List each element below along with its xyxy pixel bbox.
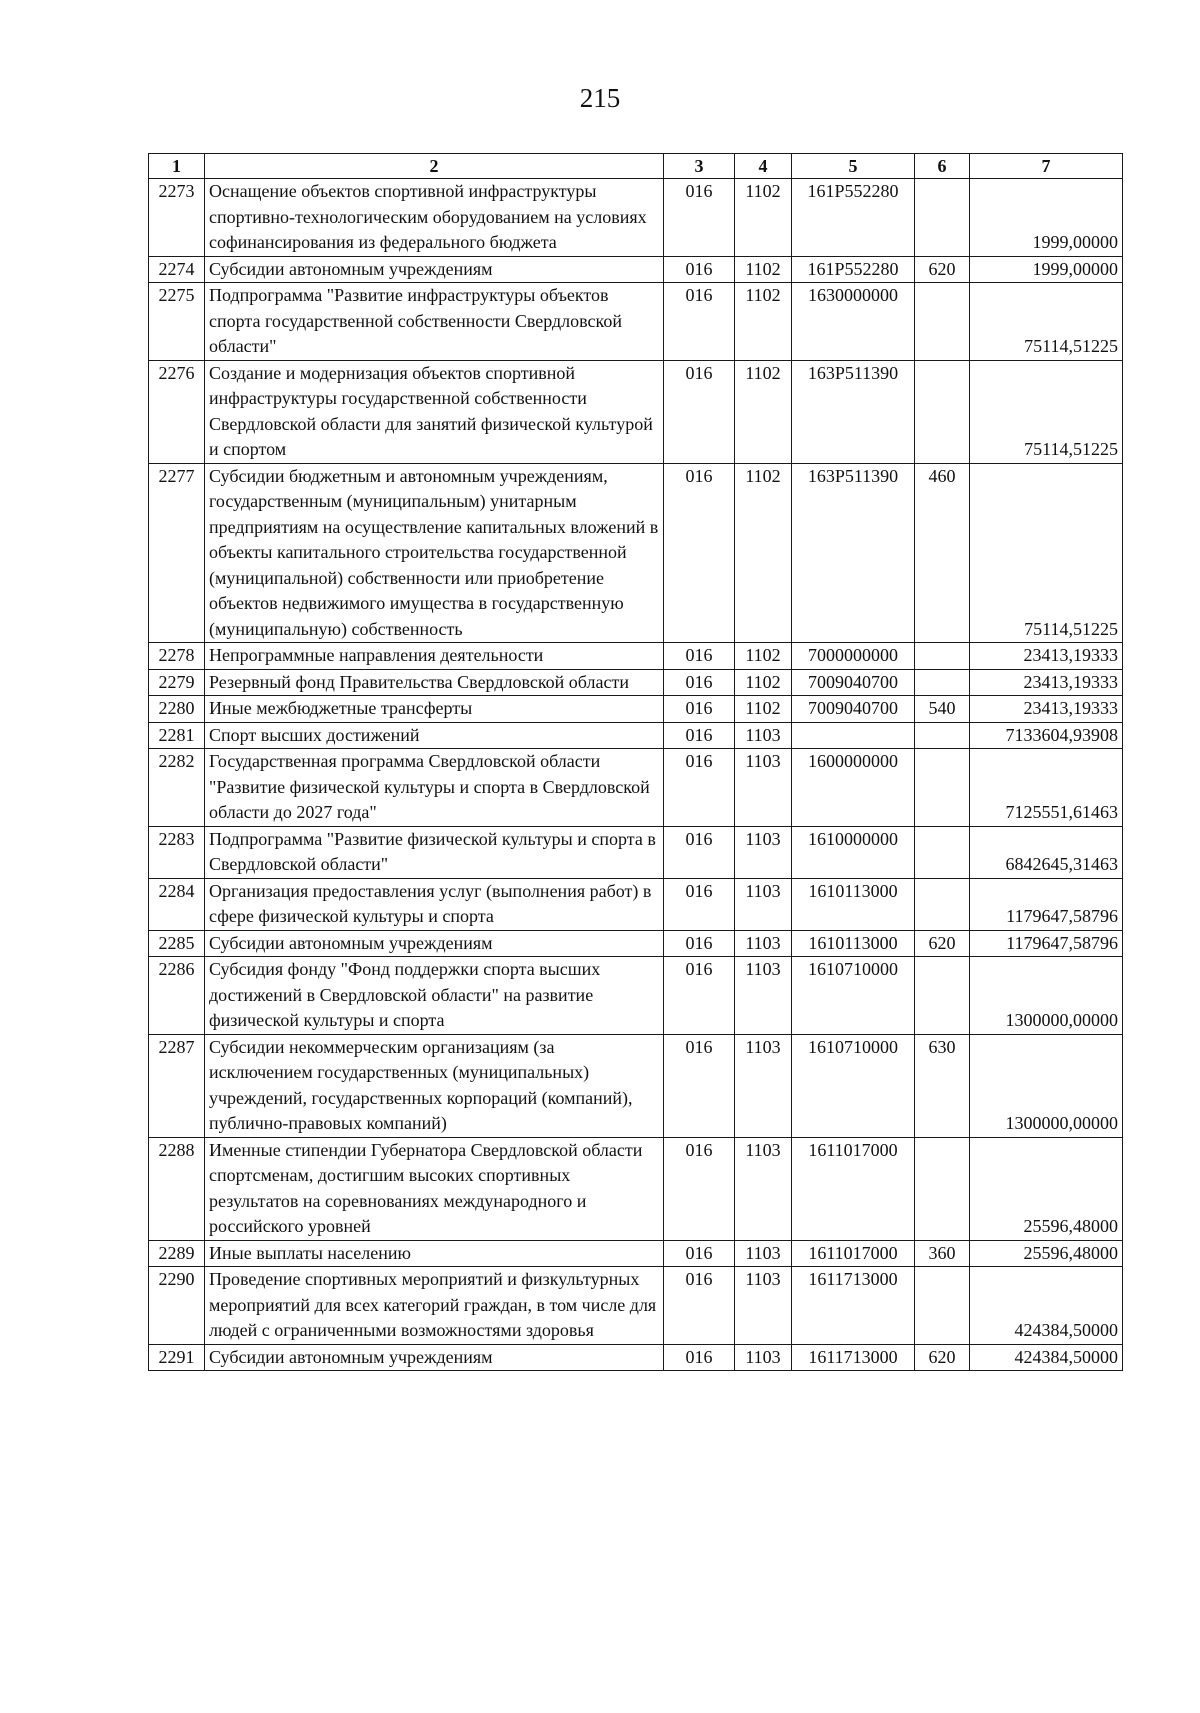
row-ved-code: 016 [664, 669, 735, 696]
row-ved-code: 016 [664, 749, 735, 827]
row-amount: 1179647,58796 [970, 878, 1123, 930]
row-expense-type [915, 283, 970, 361]
row-number: 2290 [149, 1267, 205, 1345]
row-section-code: 1103 [735, 1240, 792, 1267]
table-row [149, 957, 1123, 1035]
row-ved-code: 016 [664, 643, 735, 670]
row-number: 2281 [149, 722, 205, 749]
row-expense-type [915, 360, 970, 463]
row-ved-code: 016 [664, 878, 735, 930]
row-section-code: 1103 [735, 1344, 792, 1371]
row-ved-code: 016 [664, 1137, 735, 1240]
row-target-code [792, 722, 915, 749]
table-row [149, 696, 1123, 723]
row-section-code: 1103 [735, 878, 792, 930]
page-number: 215 [579, 83, 621, 113]
table-row [149, 1267, 1123, 1345]
row-name: Проведение спортивных мероприятий и физкультурных мероприятий для всех категорий граждан, в том числе для людей с ограниченными возможностями здоровья [205, 1267, 664, 1345]
row-ved-code: 016 [664, 360, 735, 463]
row-target-code: 1630000000 [792, 283, 915, 361]
row-ved-code: 016 [664, 722, 735, 749]
row-ved-code: 016 [664, 1344, 735, 1371]
row-section-code: 1102 [735, 696, 792, 723]
row-target-code: 7000000000 [792, 643, 915, 670]
row-ved-code: 016 [664, 930, 735, 957]
row-number: 2283 [149, 826, 205, 878]
table-row [149, 1034, 1123, 1137]
row-number: 2288 [149, 1137, 205, 1240]
row-target-code: 163Р511390 [792, 360, 915, 463]
row-expense-type: 540 [915, 696, 970, 723]
row-target-code: 7009040700 [792, 669, 915, 696]
row-name: Организация предоставления услуг (выполнения работ) в сфере физической культуры и спорта [205, 878, 664, 930]
row-target-code: 1600000000 [792, 749, 915, 827]
row-amount: 7133604,93908 [970, 722, 1123, 749]
row-number: 2275 [149, 283, 205, 361]
row-amount: 75114,51225 [970, 360, 1123, 463]
row-section-code: 1103 [735, 1267, 792, 1345]
header-col-5: 5 [792, 154, 915, 179]
row-expense-type [915, 669, 970, 696]
row-expense-type: 360 [915, 1240, 970, 1267]
row-number: 2278 [149, 643, 205, 670]
table-body [149, 179, 1123, 1371]
row-amount: 23413,19333 [970, 669, 1123, 696]
row-section-code: 1103 [735, 957, 792, 1035]
row-ved-code: 016 [664, 1034, 735, 1137]
row-ved-code: 016 [664, 256, 735, 283]
row-number: 2277 [149, 463, 205, 643]
row-expense-type: 620 [915, 1344, 970, 1371]
row-number: 2282 [149, 749, 205, 827]
row-name: Субсидии автономным учреждениям [205, 256, 664, 283]
row-amount: 424384,50000 [970, 1267, 1123, 1345]
row-amount: 25596,48000 [970, 1137, 1123, 1240]
table-row [149, 722, 1123, 749]
row-number: 2274 [149, 256, 205, 283]
row-target-code: 1610113000 [792, 930, 915, 957]
header-col-3: 3 [664, 154, 735, 179]
row-name: Именные стипендии Губернатора Свердловской области спортсменам, достигшим высоких спортивных результатов на соревнованиях международного и российского уровней [205, 1137, 664, 1240]
row-name: Субсидии автономным учреждениям [205, 1344, 664, 1371]
table-row [149, 463, 1123, 643]
row-amount: 23413,19333 [970, 696, 1123, 723]
row-expense-type: 630 [915, 1034, 970, 1137]
row-ved-code: 016 [664, 696, 735, 723]
row-target-code: 1611713000 [792, 1344, 915, 1371]
table-row [149, 256, 1123, 283]
row-amount: 6842645,31463 [970, 826, 1123, 878]
row-ved-code: 016 [664, 179, 735, 257]
row-name: Субсидии автономным учреждениям [205, 930, 664, 957]
row-amount: 25596,48000 [970, 1240, 1123, 1267]
row-target-code: 1611017000 [792, 1137, 915, 1240]
row-target-code: 1610710000 [792, 1034, 915, 1137]
row-expense-type [915, 643, 970, 670]
row-expense-type: 620 [915, 930, 970, 957]
table-row [149, 360, 1123, 463]
table-row [149, 826, 1123, 878]
row-ved-code: 016 [664, 463, 735, 643]
row-name: Подпрограмма "Развитие физической культуры и спорта в Свердловской области" [205, 826, 664, 878]
row-name: Иные межбюджетные трансферты [205, 696, 664, 723]
row-number: 2276 [149, 360, 205, 463]
row-ved-code: 016 [664, 283, 735, 361]
row-section-code: 1102 [735, 669, 792, 696]
row-amount: 1999,00000 [970, 179, 1123, 257]
row-expense-type [915, 179, 970, 257]
row-name: Создание и модернизация объектов спортивной инфраструктуры государственной собственности Свердловской области для занятий физической культурой и спортом [205, 360, 664, 463]
row-amount: 7125551,61463 [970, 749, 1123, 827]
row-expense-type [915, 722, 970, 749]
row-number: 2287 [149, 1034, 205, 1137]
row-name: Субсидия фонду "Фонд поддержки спорта высших достижений в Свердловской области" на развитие физической культуры и спорта [205, 957, 664, 1035]
row-expense-type: 620 [915, 256, 970, 283]
table-row [149, 283, 1123, 361]
row-amount: 75114,51225 [970, 463, 1123, 643]
row-target-code: 163Р511390 [792, 463, 915, 643]
row-name: Субсидии бюджетным и автономным учреждениям, государственным (муниципальным) унитарным предприятиям на осуществление капитальных вложений в объекты капитального строительства государственной (муниципальной) собственности или приобретение объектов недвижимого имущества в государственную (муниципальную) собственность [205, 463, 664, 643]
row-expense-type [915, 878, 970, 930]
table-row [149, 930, 1123, 957]
row-target-code: 1610113000 [792, 878, 915, 930]
row-section-code: 1103 [735, 1034, 792, 1137]
table-row [149, 1240, 1123, 1267]
row-amount: 23413,19333 [970, 643, 1123, 670]
row-expense-type [915, 1137, 970, 1240]
row-name: Субсидии некоммерческим организациям (за исключением государственных (муниципальных) учреждений, государственных корпораций (компаний), публично-правовых компаний) [205, 1034, 664, 1137]
header-col-6: 6 [915, 154, 970, 179]
header-col-1: 1 [149, 154, 205, 179]
row-number: 2285 [149, 930, 205, 957]
row-section-code: 1102 [735, 463, 792, 643]
row-name: Спорт высших достижений [205, 722, 664, 749]
row-amount: 424384,50000 [970, 1344, 1123, 1371]
row-name: Оснащение объектов спортивной инфраструктуры спортивно-технологическим оборудованием на условиях софинансирования из федерального бюджета [205, 179, 664, 257]
row-number: 2291 [149, 1344, 205, 1371]
row-section-code: 1103 [735, 930, 792, 957]
table-row [149, 878, 1123, 930]
row-ved-code: 016 [664, 1267, 735, 1345]
row-target-code: 161Р552280 [792, 179, 915, 257]
row-number: 2280 [149, 696, 205, 723]
row-section-code: 1102 [735, 256, 792, 283]
table-row [149, 1137, 1123, 1240]
row-section-code: 1103 [735, 1137, 792, 1240]
row-number: 2286 [149, 957, 205, 1035]
row-section-code: 1102 [735, 360, 792, 463]
row-target-code: 161Р552280 [792, 256, 915, 283]
row-amount: 1179647,58796 [970, 930, 1123, 957]
row-number: 2284 [149, 878, 205, 930]
table-row [149, 669, 1123, 696]
row-target-code: 1611713000 [792, 1267, 915, 1345]
table-row [149, 643, 1123, 670]
budget-table [148, 153, 1123, 1371]
row-expense-type [915, 749, 970, 827]
row-section-code: 1102 [735, 283, 792, 361]
row-number: 2279 [149, 669, 205, 696]
row-section-code: 1103 [735, 826, 792, 878]
row-name: Государственная программа Свердловской области "Развитие физической культуры и спорта в Свердловской области до 2027 года" [205, 749, 664, 827]
row-target-code: 1610710000 [792, 957, 915, 1035]
row-expense-type [915, 1267, 970, 1345]
row-ved-code: 016 [664, 826, 735, 878]
header-col-7: 7 [970, 154, 1123, 179]
row-section-code: 1102 [735, 643, 792, 670]
row-amount: 1300000,00000 [970, 1034, 1123, 1137]
table-row [149, 1344, 1123, 1371]
row-section-code: 1102 [735, 179, 792, 257]
row-expense-type: 460 [915, 463, 970, 643]
header-col-4: 4 [735, 154, 792, 179]
row-target-code: 1610000000 [792, 826, 915, 878]
row-name: Непрограммные направления деятельности [205, 643, 664, 670]
table-row [149, 749, 1123, 827]
header-col-2: 2 [205, 154, 664, 179]
row-ved-code: 016 [664, 1240, 735, 1267]
row-name: Иные выплаты населению [205, 1240, 664, 1267]
row-target-code: 7009040700 [792, 696, 915, 723]
row-amount: 1300000,00000 [970, 957, 1123, 1035]
table-row [149, 179, 1123, 257]
row-name: Резервный фонд Правительства Свердловской области [205, 669, 664, 696]
row-ved-code: 016 [664, 957, 735, 1035]
row-section-code: 1103 [735, 722, 792, 749]
header-row [149, 154, 1123, 179]
row-section-code: 1103 [735, 749, 792, 827]
row-name: Подпрограмма "Развитие инфраструктуры объектов спорта государственной собственности Свердловской области" [205, 283, 664, 361]
row-expense-type [915, 826, 970, 878]
row-target-code: 1611017000 [792, 1240, 915, 1267]
row-expense-type [915, 957, 970, 1035]
row-number: 2273 [149, 179, 205, 257]
row-amount: 1999,00000 [970, 256, 1123, 283]
row-number: 2289 [149, 1240, 205, 1267]
row-amount: 75114,51225 [970, 283, 1123, 361]
